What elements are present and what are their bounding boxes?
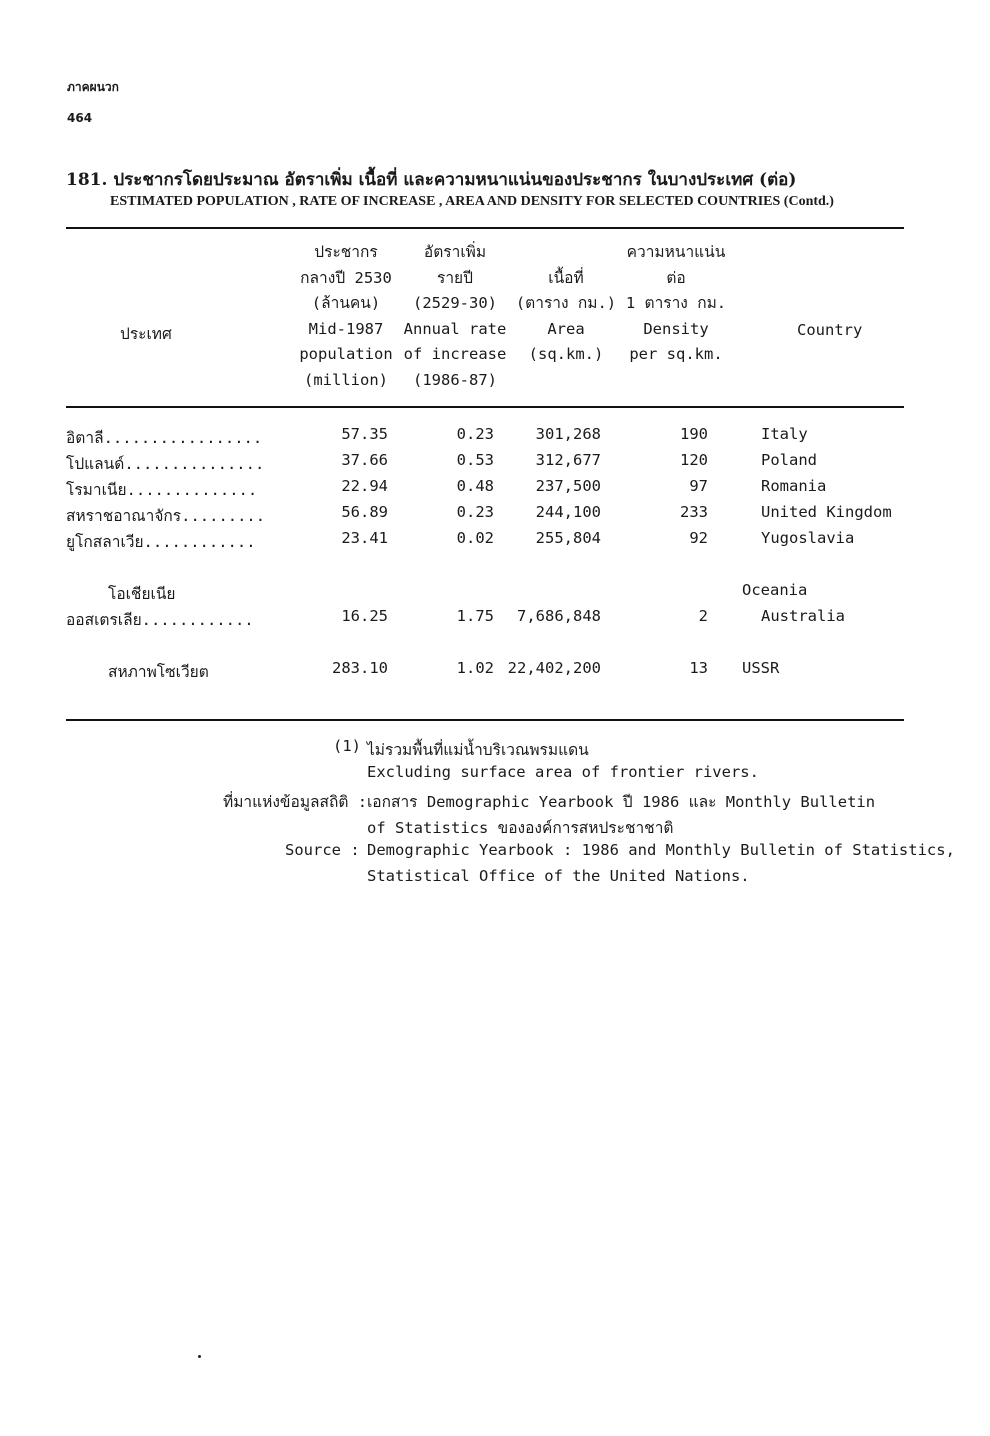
rate-value: 0.53 — [456, 451, 494, 469]
country-thai: สหราชอาณาจักร......... — [66, 507, 266, 525]
population-value: 283.10 — [332, 659, 388, 677]
footnote-thai: ไม่รวมพื้นที่แม่น้ำบริเวณพรมแดน — [367, 741, 589, 759]
rate-value: 1.75 — [456, 607, 494, 625]
area-value: 237,500 — [535, 477, 601, 495]
source-thai-line2: of Statistics ขององค์การสหประชาชาติ — [367, 819, 674, 837]
area-value: 7,686,848 — [517, 607, 601, 625]
density-value: 97 — [689, 477, 708, 495]
population-value: 56.89 — [341, 503, 388, 521]
density-value: 120 — [680, 451, 708, 469]
density-value: 92 — [689, 529, 708, 547]
rate-value: 1.02 — [456, 659, 494, 677]
header-country-english: Country — [797, 321, 863, 339]
header-country-thai: ประเทศ — [120, 325, 172, 343]
header-rate: อัตราเพิ่ม รายปี (2529-30) Annual rate of increase (1986-87) — [403, 243, 507, 389]
country-english: Italy — [761, 425, 808, 443]
source-label-english: Source : — [285, 841, 360, 859]
country-thai: ออสเตรเลีย............ — [66, 611, 254, 629]
country-english: United Kingdom — [761, 503, 892, 521]
source-english-line2: Statistical Office of the United Nations. — [367, 867, 750, 885]
header-density: ความหนาแน่น ต่อ 1 ตาราง กม. Density per sq.km. — [625, 243, 727, 363]
country-english: USSR — [742, 659, 780, 677]
area-value: 255,804 — [535, 529, 601, 547]
region-heading-english: Oceania — [742, 581, 808, 599]
area-value: 244,100 — [535, 503, 601, 521]
population-value: 23.41 — [341, 529, 388, 547]
population-value: 16.25 — [341, 607, 388, 625]
region-heading-thai: โอเชียเนีย — [108, 585, 176, 603]
density-value: 2 — [698, 607, 708, 625]
stray-dot — [198, 1355, 201, 1358]
rate-value: 0.48 — [456, 477, 494, 495]
footnote-english: Excluding surface area of frontier rivers. — [367, 763, 759, 781]
page-number: 464 — [67, 111, 93, 125]
density-value: 13 — [689, 659, 708, 677]
rate-value: 0.23 — [456, 503, 494, 521]
country-thai: โปแลนด์............... — [66, 455, 265, 473]
density-value: 233 — [680, 503, 708, 521]
source-english-line1: Demographic Yearbook : 1986 and Monthly Bulletin of Statistics, — [367, 841, 955, 859]
table-top-rule — [66, 227, 904, 229]
country-thai: ยูโกสลาเวีย............ — [66, 533, 256, 551]
country-english: Romania — [761, 477, 827, 495]
density-value: 190 — [680, 425, 708, 443]
rate-value: 0.23 — [456, 425, 494, 443]
population-value: 22.94 — [341, 477, 388, 495]
country-thai: สหภาพโซเวียต — [108, 663, 209, 681]
table-title-english: ESTIMATED POPULATION , RATE OF INCREASE , AREA AND DENSITY FOR SELECTED COUNTRIES (Contd.) — [110, 194, 834, 209]
section-label: ภาคผนวก — [67, 80, 119, 94]
country-english: Poland — [761, 451, 817, 469]
country-thai: อิตาลี................. — [66, 429, 263, 447]
area-value: 301,268 — [535, 425, 601, 443]
table-bottom-rule — [66, 719, 904, 721]
table-title-thai: 181. ประชากรโดยประมาณ อัตราเพิ่ม เนื้อที่ และความหนาแน่นของประชากร ในบางประเทศ (ต่อ) — [66, 170, 797, 190]
country-english: Australia — [761, 607, 845, 625]
area-value: 22,402,200 — [507, 659, 601, 677]
country-thai: โรมาเนีย.............. — [66, 481, 258, 499]
population-value: 57.35 — [341, 425, 388, 443]
header-bottom-rule — [66, 406, 904, 408]
rate-value: 0.02 — [456, 529, 494, 547]
source-label-thai: ที่มาแห่งข้อมูลสถิติ : — [223, 793, 368, 811]
footnote-marker: (1) — [333, 737, 361, 755]
area-value: 312,677 — [535, 451, 601, 469]
source-thai-line1: เอกสาร Demographic Yearbook ปี 1986 และ Monthly Bulletin — [367, 793, 876, 811]
population-value: 37.66 — [341, 451, 388, 469]
country-english: Yugoslavia — [761, 529, 855, 547]
header-population: ประชากร กลางปี 2530 (ล้านคน) Mid-1987 population (million) — [299, 243, 393, 389]
header-area: เนื้อที่ (ตาราง กม.) Area (sq.km.) — [515, 268, 617, 363]
